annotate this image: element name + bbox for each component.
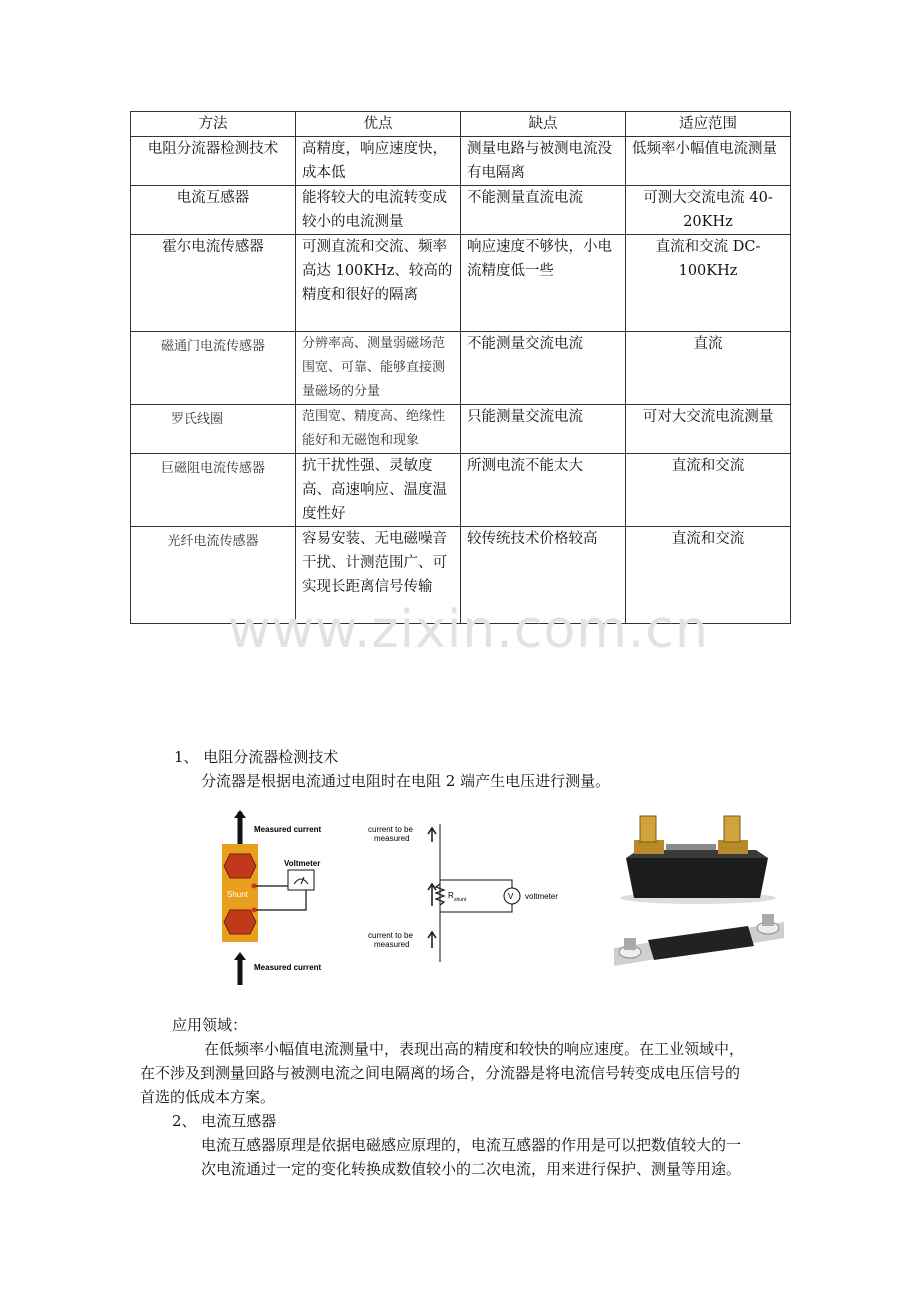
table-header-row: [131, 112, 791, 137]
applications-label: 应用领域：: [172, 1016, 248, 1034]
cell-method: 电流互感器: [131, 186, 296, 235]
section2-line-1: 电流互感器原理是依据电磁感应原理的，电流互感器的作用是可以把数值较大的一: [201, 1136, 742, 1154]
section2-heading: 2、 电流互感器: [172, 1112, 277, 1130]
cell-method: 巨磁阻电流传感器: [131, 454, 296, 527]
shunt-schematic-figure: [360, 822, 590, 962]
cell-cons: 测量电路与被测电流没有电隔离: [461, 137, 626, 186]
header-scope: 适应范围: [626, 112, 791, 137]
cell-method: 霍尔电流传感器: [131, 235, 296, 332]
fig-label-current-bottom-2: measured: [374, 940, 410, 949]
fig-label-current-top-2: measured: [374, 834, 410, 843]
cell-cons: 不能测量交流电流: [461, 332, 626, 405]
shunt-wiring-figure: [218, 810, 338, 990]
fig-label-shunt: Shunt: [227, 890, 248, 899]
applications-line-3: 首选的低成本方案。: [140, 1088, 276, 1106]
cell-method: 磁通门电流传感器: [131, 332, 296, 405]
table-row: [131, 137, 791, 186]
applications-line-2: 在不涉及到测量回路与被测电流之间电隔离的场合，分流器是将电流信号转变成电压信号的: [140, 1064, 741, 1082]
cell-scope: 可测大交流电流 40-20KHz: [626, 186, 791, 235]
shunt-photo-figure: [608, 810, 788, 990]
cell-pros: 高精度，响应速度快，成本低: [296, 137, 461, 186]
cell-cons: 较传统技术价格较高: [461, 527, 626, 624]
section2-line-2: 次电流通过一定的变化转换成数值较小的二次电流，用来进行保护、测量等用途。: [201, 1160, 742, 1178]
fig-label-voltmeter-schematic: voltmeter: [525, 892, 558, 901]
cell-pros: 容易安装、无电磁噪音干扰、计测范围广、可实现长距离信号传输: [296, 527, 461, 624]
fig-label-measured-bottom: Measured current: [254, 963, 322, 972]
cell-cons: 所测电流不能太大: [461, 454, 626, 527]
header-method: 方法: [131, 112, 296, 137]
header-cons: 缺点: [461, 112, 626, 137]
fig-label-r-sub: shunt: [454, 897, 467, 903]
cell-pros: 抗干扰性强、灵敏度高、高速响应、温度温度性好: [296, 454, 461, 527]
cell-cons: 只能测量交流电流: [461, 405, 626, 454]
table-row: [131, 454, 791, 527]
cell-method: 罗氏线圈: [131, 405, 296, 454]
cell-scope: 直流: [626, 332, 791, 405]
table-row: [131, 405, 791, 454]
table-row: [131, 186, 791, 235]
cell-pros: 能将较大的电流转变成较小的电流测量: [296, 186, 461, 235]
cell-scope: 直流和交流: [626, 454, 791, 527]
cell-scope: 低频率小幅值电流测量: [626, 137, 791, 186]
section1-description: 分流器是根据电流通过电阻时在电阻 2 端产生电压进行测量。: [201, 772, 611, 790]
cell-pros: 分辨率高、测量弱磁场范围宽、可靠、能够直接测量磁场的分量: [296, 332, 461, 405]
cell-method: 光纤电流传感器: [131, 527, 296, 624]
cell-scope: 可对大交流电流测量: [626, 405, 791, 454]
comparison-table: [130, 111, 791, 624]
fig-label-v: V: [508, 892, 514, 901]
cell-pros: 范围宽、精度高、绝缘性能好和无磁饱和现象: [296, 405, 461, 454]
fig-label-voltmeter: Voltmeter: [284, 859, 321, 868]
fig-label-r: R: [448, 891, 454, 900]
section1-heading: 1、 电阻分流器检测技术: [174, 748, 339, 766]
cell-method: 电阻分流器检测技术: [131, 137, 296, 186]
cell-scope: 直流和交流: [626, 527, 791, 624]
table-row: [131, 332, 791, 405]
fig-label-current-top-1: current to be: [368, 825, 413, 834]
cell-cons: 不能测量直流电流: [461, 186, 626, 235]
header-pros: 优点: [296, 112, 461, 137]
cell-cons: 响应速度不够快，小电流精度低一些: [461, 235, 626, 332]
fig-label-current-bottom-1: current to be: [368, 931, 413, 940]
watermark: www.zixin.com.cn: [228, 600, 709, 660]
fig-label-measured-top: Measured current: [254, 825, 322, 834]
cell-pros: 可测直流和交流、频率高达 100KHz、较高的精度和很好的隔离: [296, 235, 461, 332]
applications-line-1: 在低频率小幅值电流测量中，表现出高的精度和较快的响应速度。在工业领域中，: [204, 1040, 745, 1058]
table-row: [131, 235, 791, 332]
cell-scope: 直流和交流 DC-100KHz: [626, 235, 791, 332]
